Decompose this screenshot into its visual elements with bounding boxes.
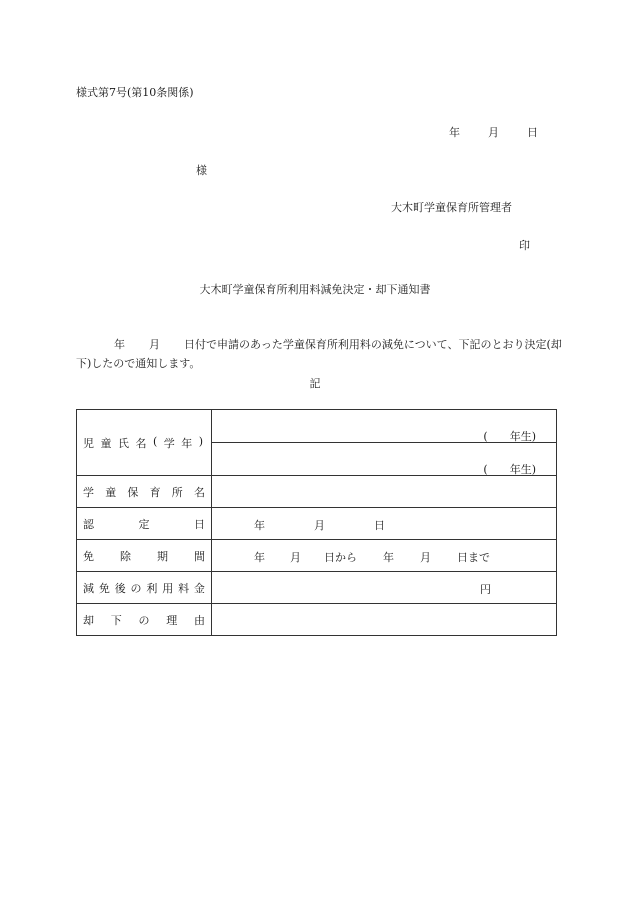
fee-label-cell xyxy=(77,572,212,604)
table-row xyxy=(77,572,557,604)
period-label-cell xyxy=(77,540,212,572)
table-row xyxy=(77,476,557,508)
period-to: 日まで xyxy=(457,551,490,564)
period-month-from: 月 xyxy=(290,551,301,564)
approval-year: 年 xyxy=(254,519,265,532)
grade-2 xyxy=(483,461,536,477)
approval-label: 認 定 日 xyxy=(83,517,205,531)
child-value-cell[interactable] xyxy=(212,410,557,476)
issue-date xyxy=(449,124,538,140)
approval-month: 月 xyxy=(314,519,325,532)
fee-label: 減 免 後 の 利 用 料 金 xyxy=(83,581,205,595)
document-title: 大木町学童保育所利用料減免決定・却下通知書 xyxy=(199,283,431,296)
approval-value-cell[interactable] xyxy=(212,508,557,540)
form-number: 様式第7号(第10条関係) xyxy=(76,86,194,99)
body-year: 年 xyxy=(114,338,125,351)
child-entry-2[interactable] xyxy=(212,442,556,475)
date-day: 日 xyxy=(527,126,538,139)
grade-suffix: 年生) xyxy=(509,430,536,443)
grade-paren: ( xyxy=(483,430,488,443)
facility-value-cell[interactable] xyxy=(212,476,557,508)
table-row xyxy=(77,604,557,636)
period-year-to: 年 xyxy=(383,551,394,564)
exemption-period xyxy=(212,540,556,571)
child-entry-1[interactable] xyxy=(212,410,556,442)
reason-label: 却 下 の 理 由 xyxy=(83,613,205,627)
fee-value-cell[interactable] xyxy=(212,572,557,604)
body-paragraph xyxy=(76,335,566,373)
date-month: 月 xyxy=(488,126,499,139)
period-year-from: 年 xyxy=(254,551,265,564)
period-month-to: 月 xyxy=(420,551,431,564)
period-from: 日から xyxy=(324,551,357,564)
date-year: 年 xyxy=(449,126,460,139)
reason-value-cell[interactable] xyxy=(212,604,557,636)
child-label: 児 童 氏 名 ( 学 年 ) xyxy=(83,434,203,450)
reason-label-cell xyxy=(77,604,212,636)
body-text: 日付で申請のあった学童保育所利用料の減免について、下記のとおり決定(却下)したので通知します。 xyxy=(76,338,562,370)
ki-heading: 記 xyxy=(309,377,321,390)
period-label: 免 除 期 間 xyxy=(83,549,205,563)
table-row xyxy=(77,540,557,572)
fee-amount xyxy=(212,572,556,603)
approval-day: 日 xyxy=(374,519,385,532)
facility-label: 学 童 保 育 所 名 xyxy=(83,485,205,499)
addressee-suffix: 様 xyxy=(196,164,207,177)
body-month: 月 xyxy=(149,338,160,351)
notice-table xyxy=(76,409,557,636)
issuer-name: 大木町学童保育所管理者 xyxy=(391,201,512,214)
approval-label-cell xyxy=(77,508,212,540)
child-label-cell xyxy=(77,410,212,476)
facility-label-cell xyxy=(77,476,212,508)
period-value-cell[interactable] xyxy=(212,540,557,572)
seal-mark: 印 xyxy=(519,239,530,252)
table-row xyxy=(77,508,557,540)
grade-suffix: 年生) xyxy=(509,463,536,476)
grade-paren: ( xyxy=(483,463,488,476)
fee-unit: 円 xyxy=(480,583,491,596)
approval-date xyxy=(212,508,556,539)
table-row xyxy=(77,410,557,476)
